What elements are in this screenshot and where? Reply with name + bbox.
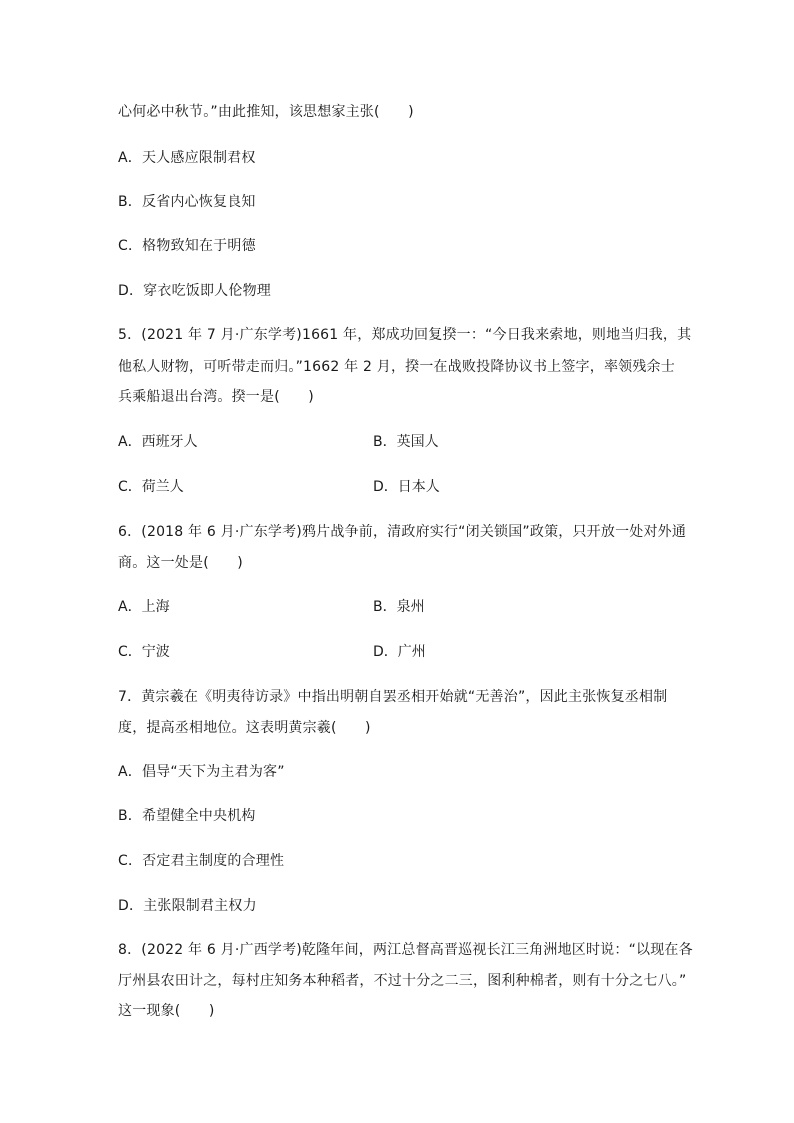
q6-stem-line-2: 商。这一处是( ) <box>118 555 243 571</box>
q5-stem-line-1: 5．(2021 年 7 月·广东学考)1661 年，郑成功回复揆一：“今日我来索地，则地当归我，其 <box>118 327 692 343</box>
q6-option-a: A．上海 <box>118 599 170 615</box>
q6-stem-line-1: 6．(2018 年 6 月·广东学考)鸦片战争前，清政府实行“闭关锁国”政策，只开放一处对外通 <box>118 524 687 540</box>
q5-option-c: C．荷兰人 <box>118 479 184 495</box>
q4-option-d: D．穿衣吃饭即人伦物理 <box>118 283 271 299</box>
q8-stem-line-3: 这一现象( ) <box>118 1003 215 1019</box>
q7-stem-line-2: 度，提高丞相地位。这表明黄宗羲( ) <box>118 720 371 736</box>
q8-stem-line-2: 厅州县农田计之，每村庄知务本种稻者，不过十分之二三，图利种棉者，则有十分之七八。” <box>118 973 687 989</box>
q7-option-b: B．希望健全中央机构 <box>118 808 256 824</box>
q6-option-d: D．广州 <box>373 644 426 660</box>
q6-option-b: B．泉州 <box>373 599 425 615</box>
q4-option-c: C．格物致知在于明德 <box>118 238 256 254</box>
q5-option-a: A．西班牙人 <box>118 434 198 450</box>
q5-stem-line-2: 他私人财物，可听带走而归。”1662 年 2 月，揆一在战败投降协议书上签字，率领残余士 <box>118 359 675 375</box>
q5-option-b: B．英国人 <box>373 434 439 450</box>
q4-option-a: A．天人感应限制君权 <box>118 150 256 166</box>
q8-stem-line-1: 8．(2022 年 6 月·广西学考)乾隆年间，两江总督高晋巡视长江三角洲地区时说：“以现在各 <box>118 942 693 958</box>
question-4-stem-tail: 心何必中秋节。”由此推知，该思想家主张( ) <box>118 104 414 120</box>
q5-option-d: D．日本人 <box>373 479 440 495</box>
q7-stem-line-1: 7．黄宗羲在《明夷待访录》中指出明朝自罢丞相开始就“无善治”，因此主张恢复丞相制 <box>118 689 668 705</box>
q7-option-c: C．否定君主制度的合理性 <box>118 853 285 869</box>
q6-option-c: C．宁波 <box>118 644 170 660</box>
q4-option-b: B．反省内心恢复良知 <box>118 194 256 210</box>
q5-stem-line-3: 兵乘船退出台湾。揆一是( ) <box>118 389 314 405</box>
q7-option-a: A．倡导“天下为主君为客” <box>118 764 285 780</box>
q7-option-d: D．主张限制君主权力 <box>118 898 257 914</box>
